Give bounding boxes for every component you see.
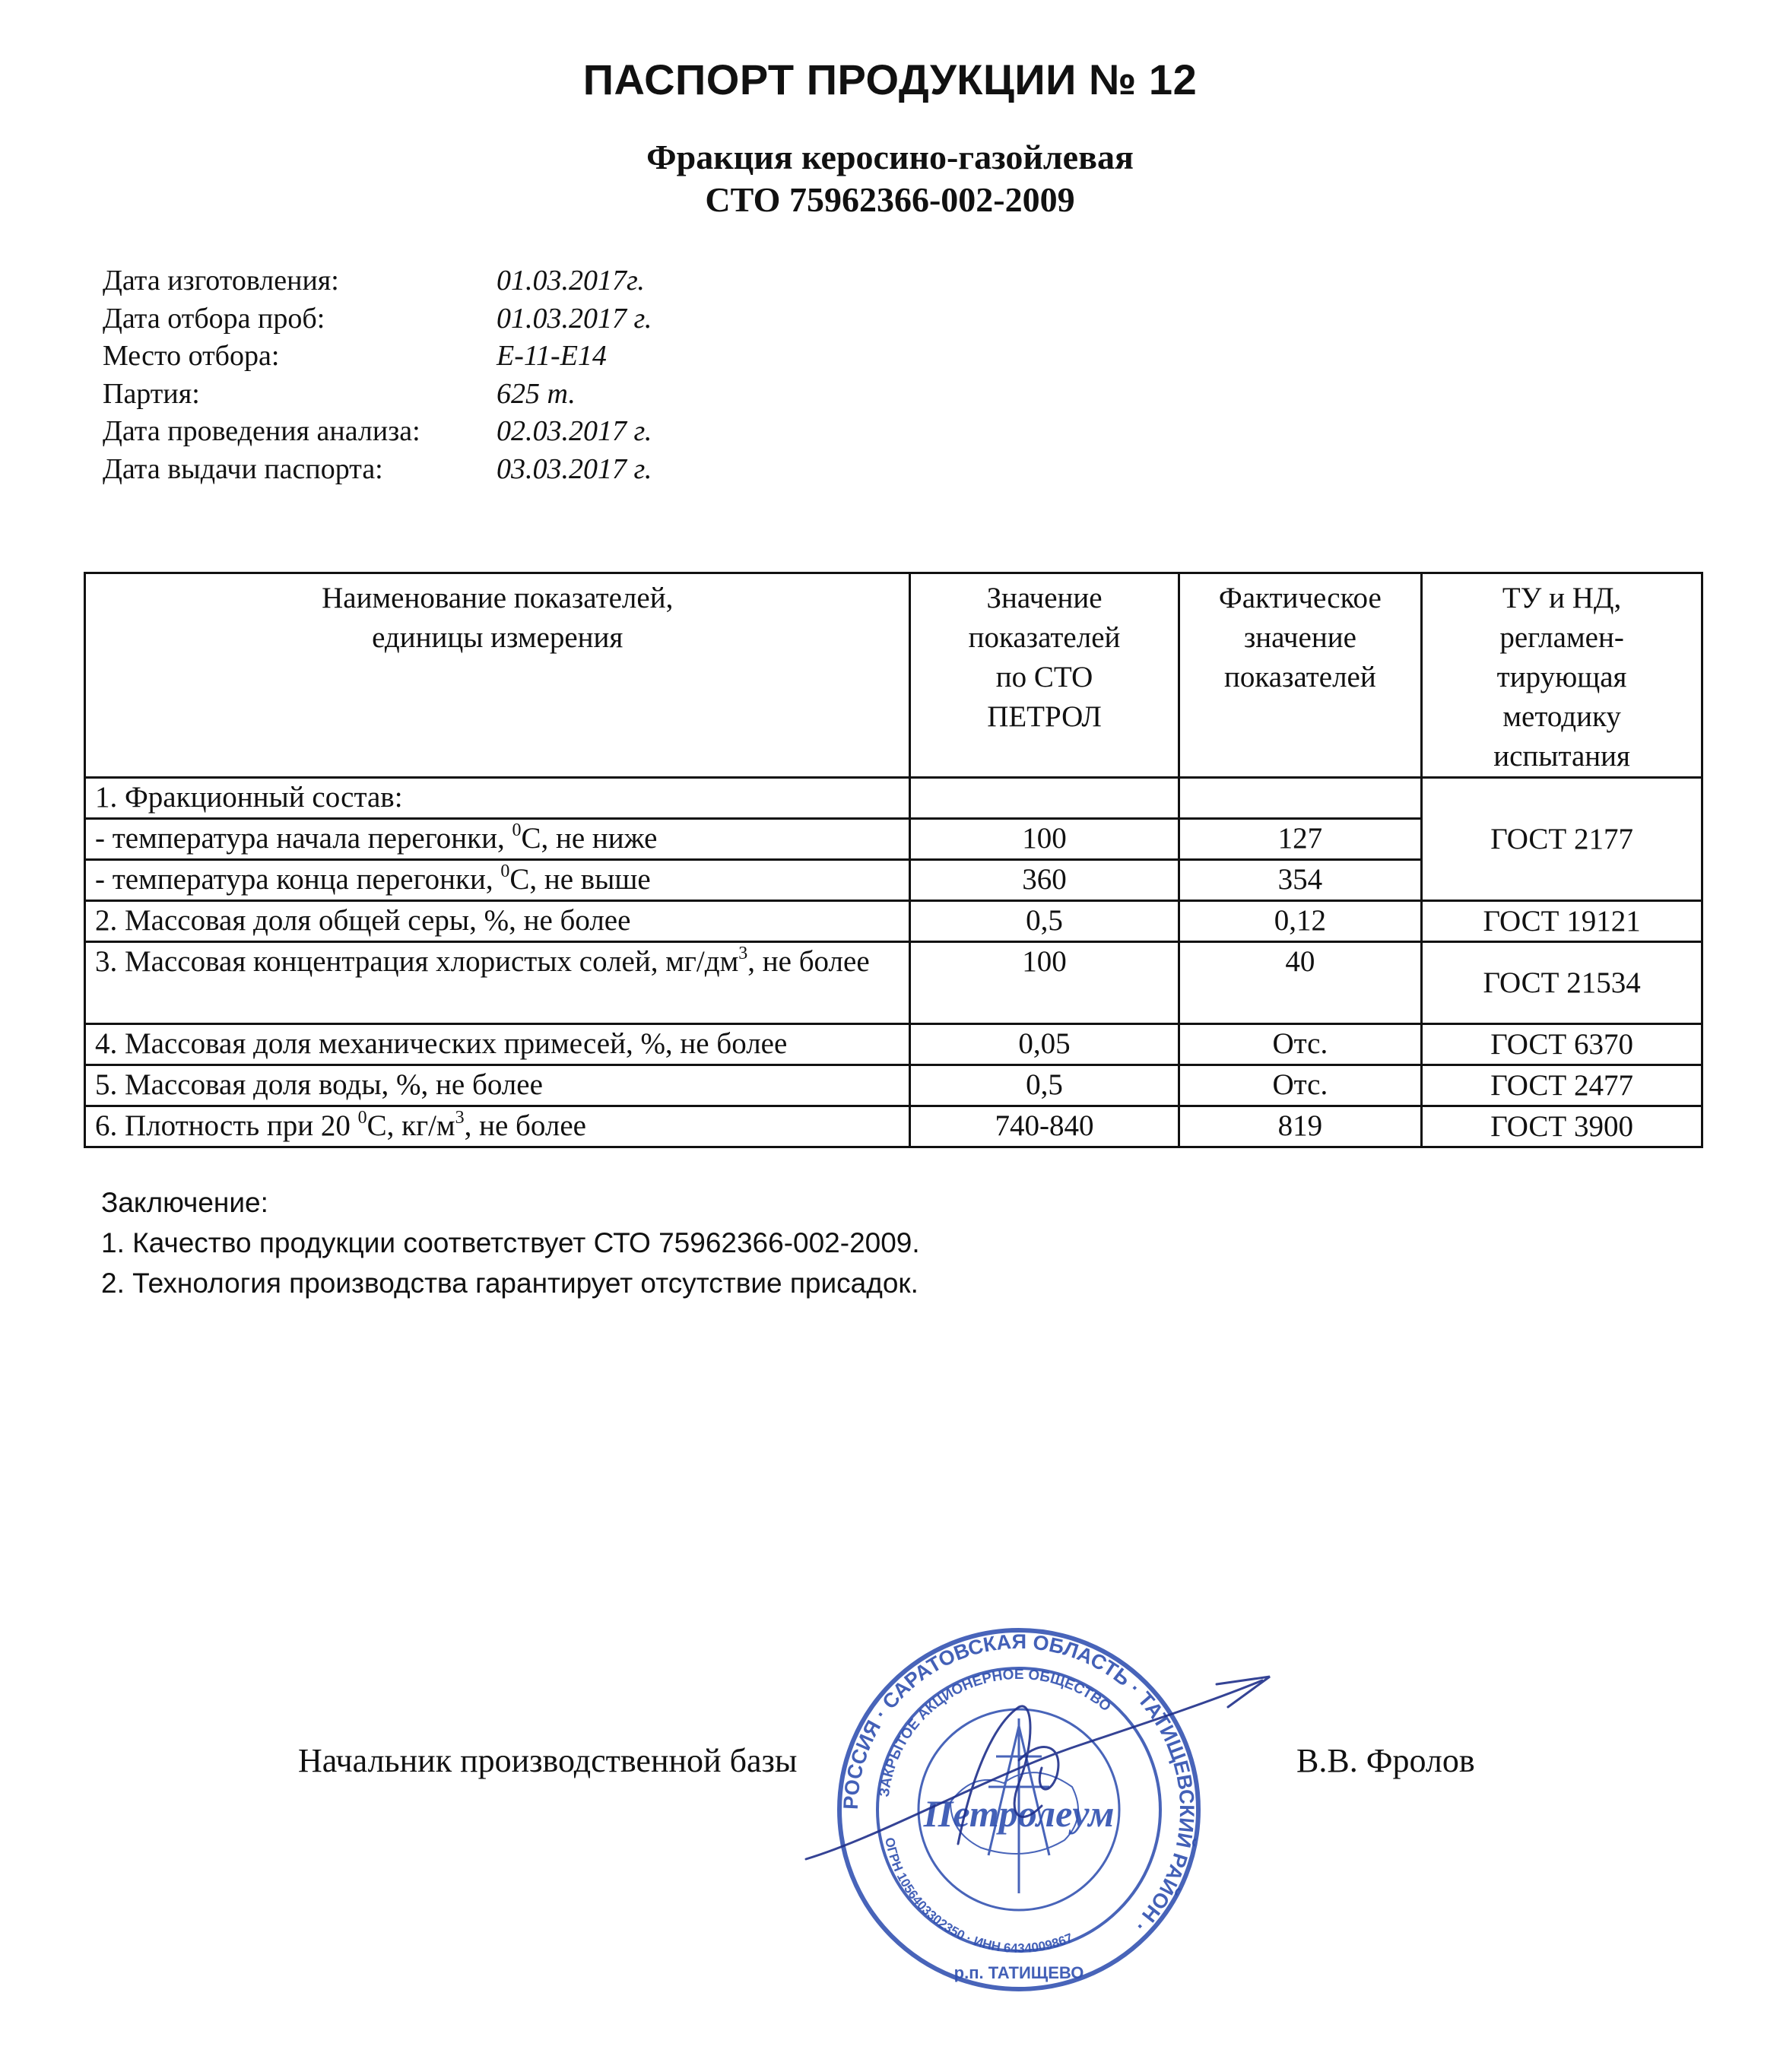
info-row xyxy=(103,376,652,414)
product-standard: СТО 75962366-002-2009 xyxy=(705,180,1075,219)
stamp-inner-text: ЗАКРЫТОЕ АКЦИОНЕРНОЕ ОБЩЕСТВО xyxy=(876,1666,1114,1798)
row-name: 4. Массовая доля механических примесей, %, не более xyxy=(85,1024,910,1065)
info-value: 01.03.2017 г. xyxy=(497,302,652,335)
row-actual: 354 xyxy=(1179,860,1422,901)
superscript: 3 xyxy=(455,1108,465,1128)
row-name xyxy=(85,860,910,901)
row-spec: 740-840 xyxy=(910,1106,1179,1147)
info-value: 02.03.2017 г. xyxy=(497,415,652,447)
row-name-text: С, не ниже xyxy=(521,822,658,855)
row-name xyxy=(85,1106,910,1147)
header-text: регламен- xyxy=(1499,621,1624,654)
row-name-text: - температура конца перегонки, xyxy=(95,863,501,896)
info-row xyxy=(103,451,652,489)
row-actual xyxy=(1179,778,1422,819)
document-title: ПАСПОРТ ПРОДУКЦИИ № 12 xyxy=(582,56,1198,103)
table-row xyxy=(85,901,1702,942)
row-actual: 40 xyxy=(1179,942,1422,1024)
info-row xyxy=(103,262,652,300)
row-method: ГОСТ 2477 xyxy=(1422,1065,1702,1106)
header-name xyxy=(85,573,910,778)
row-name-text: 3. Массовая концентрация хлористых солей, мг/дм xyxy=(95,945,739,978)
passport-info xyxy=(103,262,652,488)
product-name: Фракция керосино-газойлевая xyxy=(646,138,1134,176)
header-text: единицы измерения xyxy=(372,621,623,654)
superscript: 0 xyxy=(500,861,510,881)
info-row xyxy=(103,338,652,376)
row-spec: 0,05 xyxy=(910,1024,1179,1065)
info-value: 01.03.2017г. xyxy=(497,265,645,297)
header-text: показателей xyxy=(968,621,1121,654)
info-value: 03.03.2017 г. xyxy=(497,452,652,485)
header-text: тирующая xyxy=(1496,661,1627,693)
row-method: ГОСТ 6370 xyxy=(1422,1024,1702,1065)
row-name-text: 6. Плотность при 20 xyxy=(95,1109,358,1142)
row-name: 5. Массовая доля воды, %, не более xyxy=(85,1065,910,1106)
conclusion-line: 2. Технология производства гарантирует отсутствие присадок. xyxy=(101,1268,919,1299)
superscript: 0 xyxy=(512,820,522,840)
table-row xyxy=(85,778,1702,819)
conclusion-line: 1. Качество продукции соответствует СТО 75962366-002-2009. xyxy=(101,1227,920,1258)
info-value: 625 т. xyxy=(497,377,576,410)
row-actual: Отс. xyxy=(1179,1065,1422,1106)
row-name-text: , не более xyxy=(464,1109,586,1142)
superscript: 3 xyxy=(738,944,748,963)
info-label: Партия: xyxy=(103,377,200,410)
row-name-text: - температура начала перегонки, xyxy=(95,822,512,855)
info-row xyxy=(103,413,652,451)
header-text: Фактическое xyxy=(1218,582,1382,614)
row-spec: 100 xyxy=(910,819,1179,860)
info-row xyxy=(103,300,652,338)
row-method: ГОСТ 2177 xyxy=(1422,778,1702,901)
row-name xyxy=(85,819,910,860)
info-label: Дата изготовления: xyxy=(103,265,339,297)
table-header-row xyxy=(85,573,1702,778)
row-name-text: С, кг/м xyxy=(366,1109,455,1142)
table-row xyxy=(85,1106,1702,1147)
row-name: 2. Массовая доля общей серы, %, не более xyxy=(85,901,910,942)
row-actual: 819 xyxy=(1179,1106,1422,1147)
row-spec: 100 xyxy=(910,942,1179,1024)
handwritten-signature xyxy=(791,1654,1277,1890)
stamp-center-text: Петролеум xyxy=(923,1792,1115,1835)
row-spec: 360 xyxy=(910,860,1179,901)
header-text: Значение xyxy=(986,582,1103,614)
header-text: Наименование показателей, xyxy=(322,582,674,614)
stamp-outer-text: РОССИЯ · САРАТОВСКАЯ ОБЛАСТЬ · ТАТИЩЕВСКИЙ РАЙОН · xyxy=(839,1629,1199,1937)
signatory-role: Начальник производственной базы xyxy=(298,1742,798,1779)
row-method: ГОСТ 19121 xyxy=(1422,901,1702,942)
row-actual: Отс. xyxy=(1179,1024,1422,1065)
row-name-text: , не более xyxy=(747,945,870,978)
header-text: показателей xyxy=(1224,661,1376,693)
table-row xyxy=(85,1024,1702,1065)
header-actual xyxy=(1179,573,1422,778)
indicators-table xyxy=(84,572,1703,1148)
table-row xyxy=(85,1065,1702,1106)
header-text: по СТО xyxy=(995,661,1093,693)
header-text: методику xyxy=(1502,700,1621,733)
header-method xyxy=(1422,573,1702,778)
header-text: значение xyxy=(1243,621,1356,654)
row-actual: 127 xyxy=(1179,819,1422,860)
conclusion xyxy=(101,1182,920,1303)
header-spec xyxy=(910,573,1179,778)
signatory-name: В.В. Фролов xyxy=(1296,1742,1475,1779)
info-value: Е-11-Е14 xyxy=(497,340,607,372)
header-text: ПЕТРОЛ xyxy=(987,700,1102,733)
info-label: Дата выдачи паспорта: xyxy=(103,452,383,485)
row-spec: 0,5 xyxy=(910,1065,1179,1106)
superscript: 0 xyxy=(357,1108,367,1128)
header-text: испытания xyxy=(1493,740,1630,773)
header-text: ТУ и НД, xyxy=(1502,582,1622,614)
stamp-bottom-text: ОГРН 1056403302350 · ИНН 6434009867 xyxy=(882,1836,1075,1956)
row-name: 1. Фракционный состав: xyxy=(85,778,910,819)
info-label: Место отбора: xyxy=(103,340,280,372)
row-name xyxy=(85,942,910,1024)
info-label: Дата отбора проб: xyxy=(103,302,325,335)
info-label: Дата проведения анализа: xyxy=(103,415,420,447)
row-actual: 0,12 xyxy=(1179,901,1422,942)
row-method: ГОСТ 21534 xyxy=(1422,942,1702,1024)
conclusion-heading: Заключение: xyxy=(101,1187,268,1218)
row-spec xyxy=(910,778,1179,819)
table-row xyxy=(85,942,1702,1024)
stamp-town-text: р.п. ТАТИЩЕВО xyxy=(953,1963,1084,1982)
row-method: ГОСТ 3900 xyxy=(1422,1106,1702,1147)
row-name-text: С, не выше xyxy=(509,863,651,896)
row-spec: 0,5 xyxy=(910,901,1179,942)
